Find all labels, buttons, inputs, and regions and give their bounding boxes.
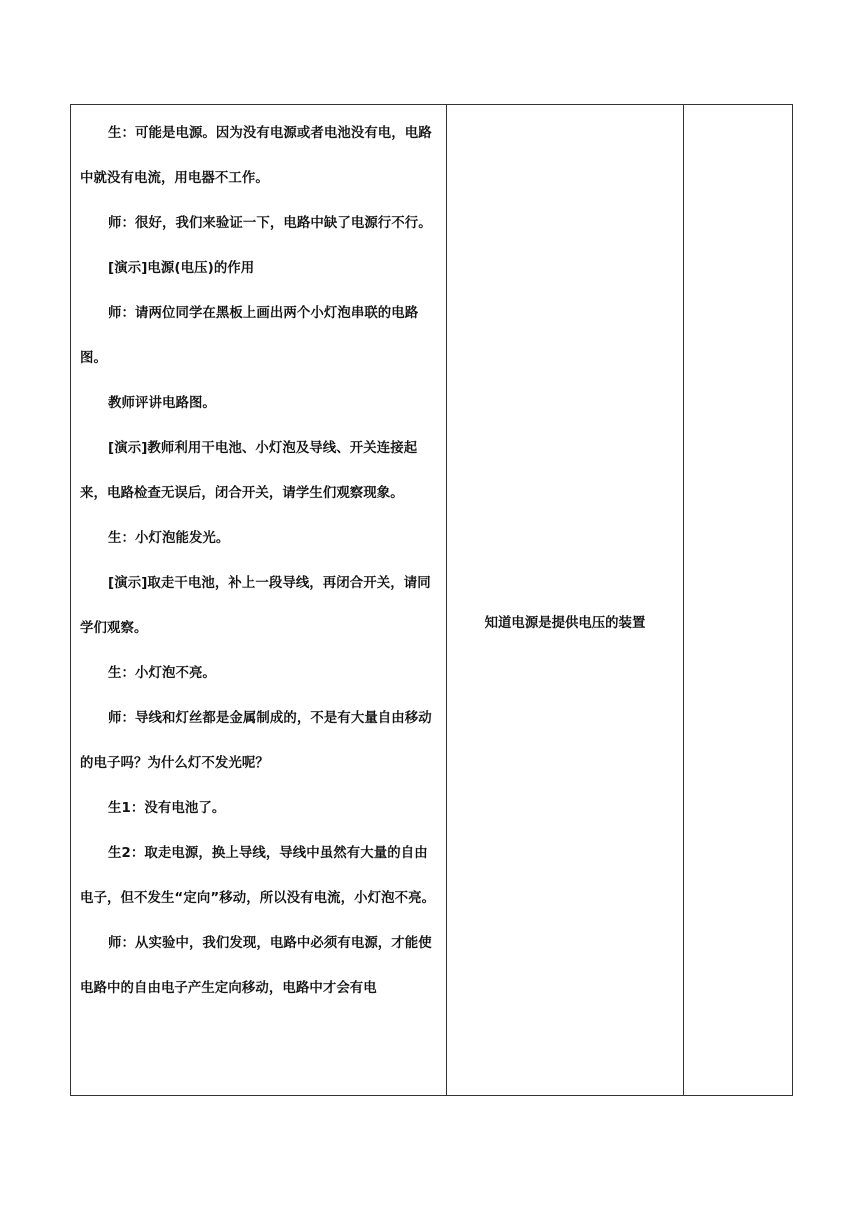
dialogue-paragraph: [演示]电源(电压)的作用 xyxy=(108,261,255,276)
dialogue-paragraph: [演示]取走干电池，补上一段导线，再闭合开关，请同学们观察。 xyxy=(80,576,431,636)
dialogue-paragraph: 师：导线和灯丝都是金属制成的，不是有大量自由移动的电子吗？为什么灯不发光呢？ xyxy=(80,711,432,771)
dialogue-paragraph: 生：小灯泡不亮。 xyxy=(108,666,216,681)
dialogue-paragraph: 师：请两位同学在黑板上画出两个小灯泡串联的电路图。 xyxy=(80,306,419,366)
table-row xyxy=(71,105,793,1096)
dialogue-paragraph: 生1：没有电池了。 xyxy=(108,801,226,816)
dialogue-paragraph: 生2：取走电源，换上导线，导线中虽然有大量的自由电子，但不发生“定向”移动，所以没有电流，小灯泡不亮。 xyxy=(80,846,436,906)
dialogue-paragraph: 生：可能是电源。因为没有电源或者电池没有电，电路中就没有电流，用电器不工作。 xyxy=(80,126,432,186)
dialogue-paragraph: 师：从实验中，我们发现，电路中必须有电源，才能使电路中的自由电子产生定向移动，电路中才会有电 xyxy=(80,936,432,996)
dialogue-paragraph: 师：很好，我们来验证一下，电路中缺了电源行不行。 xyxy=(108,216,432,231)
lesson-table xyxy=(70,104,793,1096)
teaching-goal-cell xyxy=(447,105,684,1096)
teaching-goal-text: 知道电源是提供电压的装置 xyxy=(484,615,646,631)
notes-cell xyxy=(684,105,793,1096)
dialogue-paragraph: [演示]教师利用干电池、小灯泡及导线、开关连接起来，电路检查无误后，闭合开关，请学生们观察现象。 xyxy=(80,441,418,501)
dialogue-paragraph: 教师评讲电路图。 xyxy=(108,396,216,411)
teaching-process-cell xyxy=(71,105,447,1096)
dialogue-paragraph: 生：小灯泡能发光。 xyxy=(108,531,230,546)
